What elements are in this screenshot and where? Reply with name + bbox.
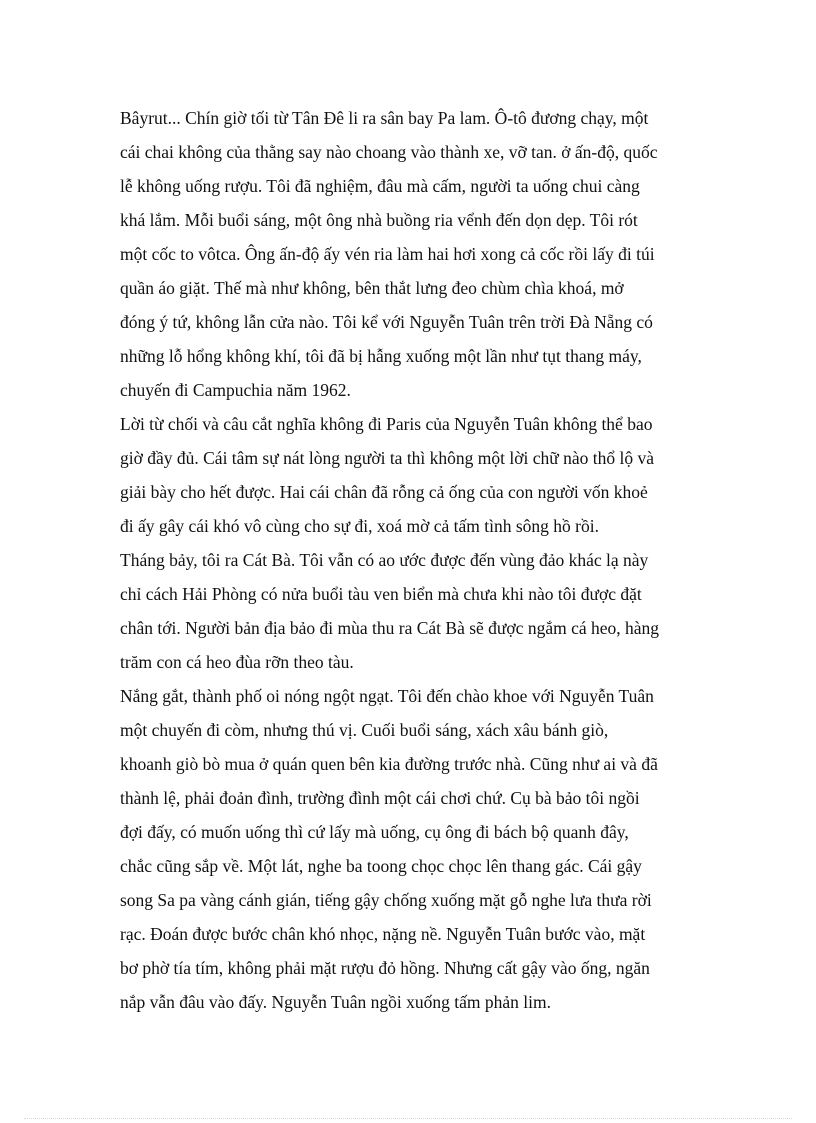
text-line: giờ đầy đủ. Cái tâm sự nát lòng người ta thì không một lời chữ nào thổ lộ và	[120, 448, 655, 468]
text-line: Tháng bảy, tôi ra Cát Bà. Tôi vẫn có ao ước được đến vùng đảo khác lạ này	[120, 550, 649, 570]
text-line: chân tới. Người bản địa bảo đi mùa thu ra Cát Bà sẽ được ngắm cá heo, hàng	[120, 618, 660, 638]
text-line: bơ phờ tía tím, không phải mặt rượu đỏ hồng. Nhưng cất gậy vào ống, ngăn	[120, 958, 650, 978]
text-line: lễ không uống rượu. Tôi đã nghiệm, đâu mà cấm, người ta uống chui càng	[120, 176, 640, 196]
text-line: Bâyrut... Chín giờ tối từ Tân Đê li ra sân bay Pa lam. Ô-tô đương chạy, một	[120, 108, 649, 128]
text-line: một cốc to vôtca. Ông ấn-độ ấy vén ria làm hai hơi xong cả cốc rồi lấy đi túi	[120, 244, 655, 264]
text-line: chuyến đi Campuchia năm 1962.	[120, 380, 351, 400]
text-line: khoanh giò bò mua ở quán quen bên kia đường trước nhà. Cũng như ai và đã	[120, 754, 658, 774]
text-line: quần áo giặt. Thế mà như không, bên thắt lưng đeo chùm chìa khoá, mở	[120, 278, 624, 298]
text-line: đi ấy gây cái khó vô cùng cho sự đi, xoá mờ cả tấm tình sông hồ rồi.	[120, 516, 599, 536]
body-text	[120, 101, 700, 1019]
text-line: cái chai không của thằng say nào choang vào thành xe, vỡ tan. ở ấn-độ, quốc	[120, 142, 658, 162]
page-bottom-divider	[24, 1118, 792, 1119]
text-line: chắc cũng sắp về. Một lát, nghe ba toong chọc chọc lên thang gác. Cái gậy	[120, 856, 642, 876]
text-line: khá lắm. Mỗi buổi sáng, một ông nhà buồng ria vểnh đến dọn dẹp. Tôi rót	[120, 210, 638, 230]
text-line: đợi đấy, có muốn uống thì cứ lấy mà uống, cụ ông đi bách bộ quanh đây,	[120, 822, 629, 842]
text-line: một chuyến đi còm, nhưng thú vị. Cuối buổi sáng, xách xâu bánh giò,	[120, 720, 609, 740]
text-line: những lỗ hổng không khí, tôi đã bị hẫng xuống một lần như tụt thang máy,	[120, 346, 642, 366]
text-line: rạc. Đoán được bước chân khó nhọc, nặng nề. Nguyễn Tuân bước vào, mặt	[120, 924, 646, 944]
text-line: song Sa pa vàng cánh gián, tiếng gậy chống xuống mặt gỗ nghe lưa thưa rời	[120, 890, 652, 910]
text-line: chỉ cách Hải Phòng có nửa buổi tàu ven biển mà chưa khi nào tôi được đặt	[120, 584, 642, 604]
text-line: đóng ý tứ, không lẫn cửa nào. Tôi kể với Nguyễn Tuân trên trời Đà Nẵng có	[120, 312, 653, 332]
text-line: Lời từ chối và câu cắt nghĩa không đi Paris của Nguyễn Tuân không thể bao	[120, 414, 653, 434]
text-line: nắp vẫn đâu vào đấy. Nguyễn Tuân ngồi xuống tấm phản lim.	[120, 992, 551, 1012]
text-line: Nắng gắt, thành phố oi nóng ngột ngạt. Tôi đến chào khoe với Nguyễn Tuân	[120, 686, 654, 706]
text-line: giải bày cho hết được. Hai cái chân đã rỗng cả ống của con người vốn khoẻ	[120, 482, 648, 502]
text-line: trăm con cá heo đùa rỡn theo tàu.	[120, 652, 354, 672]
text-line: thành lệ, phải đoản đình, trường đình một cái chơi chứ. Cụ bà bảo tôi ngồi	[120, 788, 640, 808]
